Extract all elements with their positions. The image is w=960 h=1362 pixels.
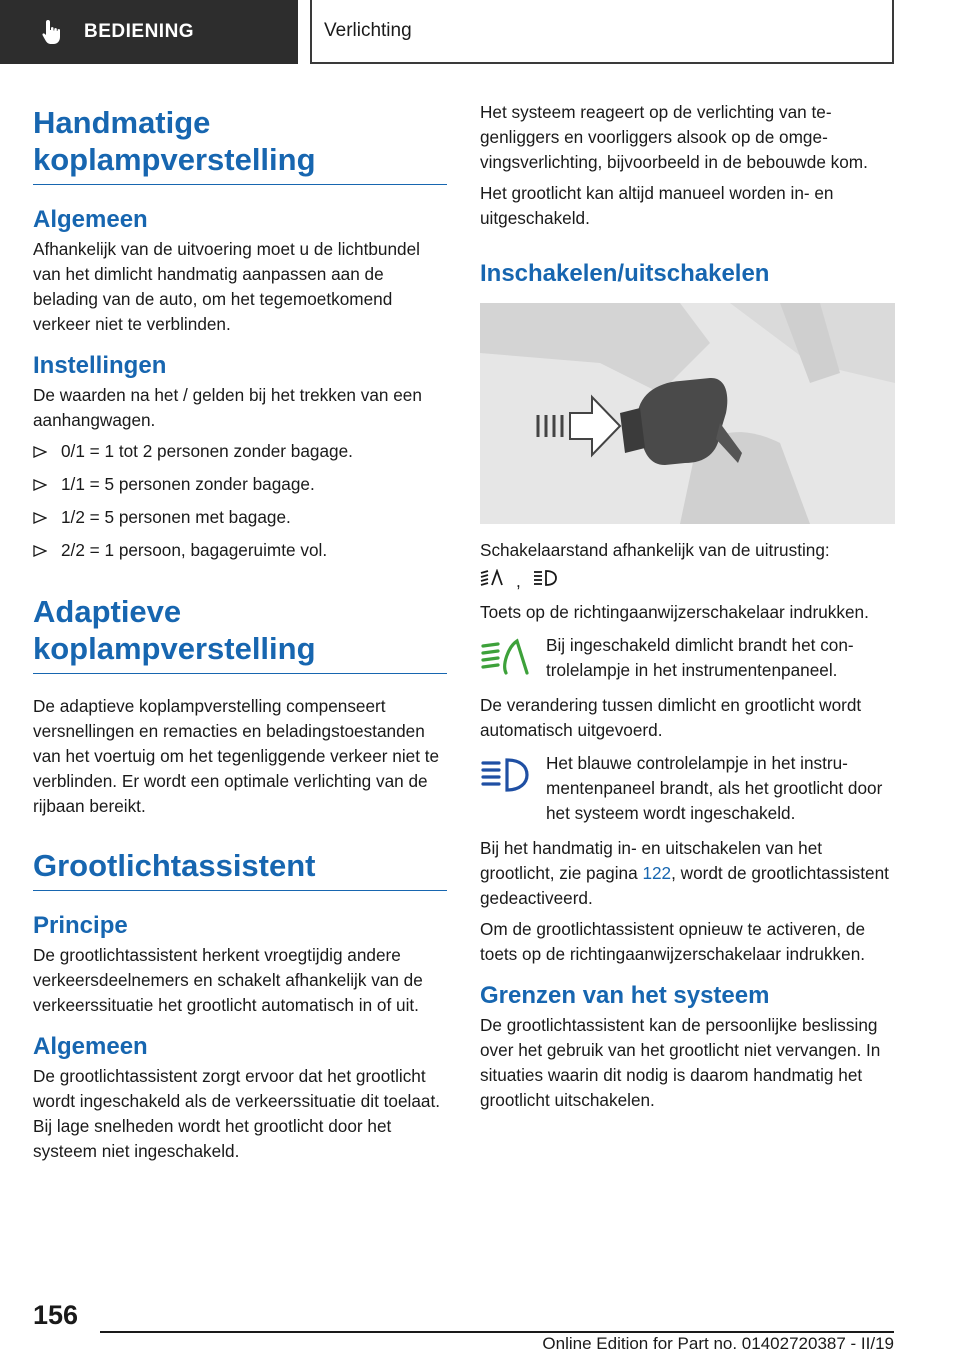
triangle-bullet-icon — [33, 512, 61, 524]
indicator-grootlicht-text: Het blauwe controlelampje in het instrumentenpaneel brandt, als het grootlicht door het systeem wordt ingeschakeld. — [546, 753, 883, 823]
paragraph-schakelaar: Schakelaarstand afhankelijk van de uitrusting: — [480, 540, 830, 560]
list-item: 1/2 = 5 personen met bagage. — [33, 505, 447, 530]
switch-symbols — [480, 569, 896, 594]
section-header — [0, 0, 298, 64]
paragraph-verandering: De verandering tussen dimlicht en grootlicht wordt automatisch uitgevoerd. — [480, 695, 862, 740]
high-beam-assist-icon — [480, 569, 504, 594]
paragraph-handmatig: Bij het handmatig in- en uitschakelen van het grootlicht, zie pagina 122, wordt de grootlichtassistent gedeactiveerd. — [480, 838, 889, 908]
page-number: 156 — [33, 1300, 79, 1330]
paragraph-principe: De grootlichtassistent herkent vroegtijdig andere verkeersdeelnemers en schakelt afhankelijk van de verkeerssituatie het grootlicht automatisch in of uit. — [33, 945, 423, 1015]
heading-algemeen-2: Algemeen — [33, 1033, 148, 1060]
heading-inschakelen-uitschakelen: Inschakelen/uitschakelen — [480, 260, 770, 287]
footer-divider — [100, 1331, 894, 1333]
left-column — [33, 104, 447, 1170]
hand-pointer-icon — [40, 17, 66, 47]
page-link-122[interactable]: 122 — [642, 863, 672, 883]
paragraph-algemeen: Afhankelijk van de uitvoering moet u de lichtbundel van het dimlicht handmatig aanpassen aan de belading van de auto, om het tegemoetkomend verkeer niet te verblinden. — [33, 239, 420, 334]
settings-list — [33, 439, 447, 563]
topic-title: Verlichting — [324, 20, 412, 41]
high-beam-indicator-icon — [480, 751, 546, 800]
heading-principe: Principe — [33, 912, 128, 939]
paragraph-adaptief: De adaptieve koplampverstelling compenseert versnellingen en remacties en beladingstoestanden van het voertuig om het tegenliggende verkeer niet te verblinden. Er wordt een optimale verlichting van de rijbaan bereikt. — [33, 696, 440, 816]
triangle-bullet-icon — [33, 446, 61, 458]
paragraph-algemeen-2: De grootlichtassistent zorgt ervoor dat het grootlicht wordt ingeschakeld als de verkeerssituatie dit toelaat. Bij lage snelheden wordt het grootlicht door het systeem niet ingeschakeld. — [33, 1066, 440, 1161]
list-item: 0/1 = 1 tot 2 personen zonder bagage. — [33, 439, 447, 464]
indicator-dimlicht — [480, 633, 896, 683]
paragraph-instellingen: De waarden na het / gelden bij het trekken van een aanhangwagen. — [33, 385, 422, 430]
right-column — [480, 100, 896, 1119]
heading-adaptieve-koplampverstelling: Adaptieve koplampverstelling — [33, 593, 447, 674]
heading-handmatige-koplampverstelling: Handmatige koplampverstelling — [33, 104, 447, 185]
paragraph-grenzen: De grootlichtassistent kan de persoonlijke beslissing over het gebruik van het grootlicht niet vervangen. In situaties waarin dit nodig is daarom handmatig het grootlicht uitschakelen. — [480, 1015, 881, 1110]
paragraph-opnieuw: Om de grootlichtassistent opnieuw te activeren, de toets op de richtingaanwijzerschakelaar indrukken. — [480, 919, 866, 964]
paragraph-toets: Toets op de richtingaanwijzerschakelaar indrukken. — [480, 602, 869, 622]
indicator-grootlicht — [480, 751, 896, 826]
list-item: 2/2 = 1 persoon, bagageruimte vol. — [33, 538, 447, 563]
paragraph-manueel: Het grootlicht kan altijd manueel worden in- en uitgeschakeld. — [480, 183, 834, 228]
list-item: 1/1 = 5 personen zonder bagage. — [33, 472, 447, 497]
paragraph-reageert: Het systeem reageert op de verlichting van tegenliggers en voorliggers alsook op de omgevingsverlichting, bijvoorbeeld in de bebouwde kom. — [480, 102, 868, 172]
triangle-bullet-icon — [33, 479, 61, 491]
heading-grenzen-van-het-systeem: Grenzen van het systeem — [480, 982, 770, 1009]
heading-grootlichtassistent: Grootlichtassistent — [33, 847, 447, 891]
high-beam-icon — [533, 569, 557, 594]
heading-algemeen: Algemeen — [33, 206, 148, 233]
indicator-dimlicht-text: Bij ingeschakeld dimlicht brandt het controlelampje in het instrumentenpaneel. — [546, 635, 854, 680]
section-title: BEDIENING — [84, 21, 195, 42]
stalk-switch-illustration — [480, 303, 895, 524]
heading-instellingen: Instellingen — [33, 352, 167, 379]
high-beam-assist-indicator-icon — [480, 633, 546, 682]
topic-header — [310, 0, 894, 64]
edition-text: Online Edition for Part no. 01402720387 - II/19 — [542, 1334, 894, 1353]
triangle-bullet-icon — [33, 545, 61, 557]
icon-separator: , — [516, 571, 521, 591]
